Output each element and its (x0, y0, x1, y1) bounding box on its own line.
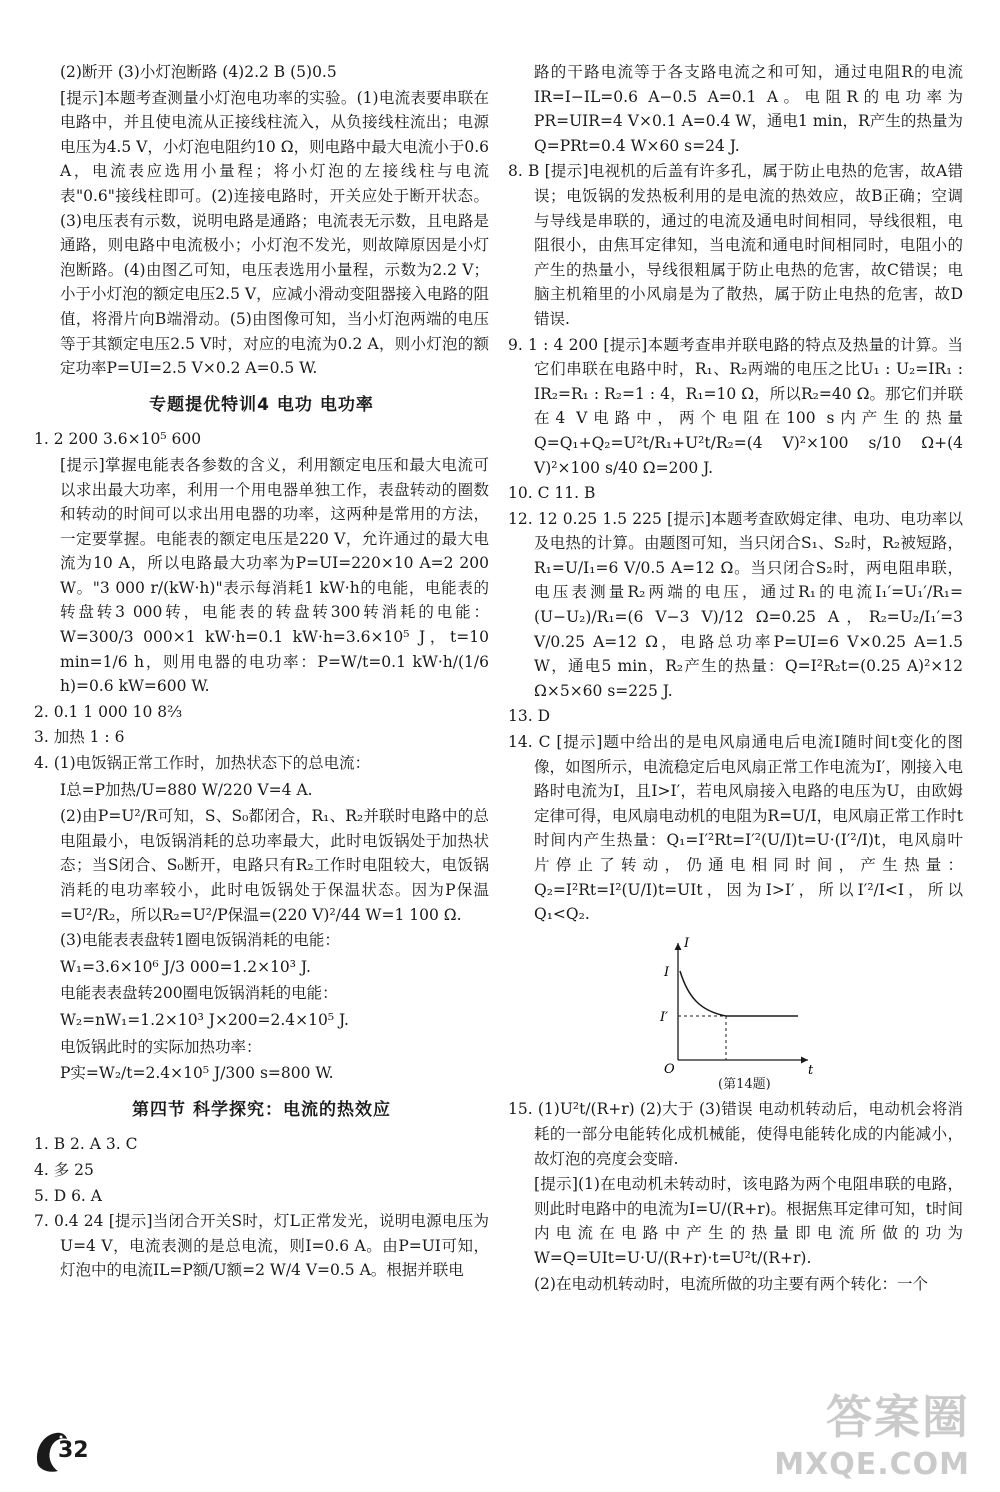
equation: W₁=3.6×10⁶ J/3 000=1.2×10³ J. (60, 957, 311, 976)
answer-item: 15. (1)U²t/(R+r) (2)大于 (3)错误 电动机转动后，电动机会将消耗的一部分电能转化成机械能，使得电能转化成的内能减小，故灯泡的亮度会变暗. (508, 1100, 963, 1168)
answer-item: 1. 2 200 3.6×10⁵ 600 (34, 430, 202, 449)
answer-item: 13. D (508, 707, 551, 726)
x-axis-label: t (808, 1062, 814, 1075)
figure-caption: (第14题) (718, 1076, 771, 1092)
answer-item: 10. C 11. B (508, 484, 596, 503)
text-paragraph: 路的干路电流等于各支路电流之和可知，通过电阻R的电流IR=I−IL=0.6 A−0.5 A=0.1 A。电阻R的电功率为PR=UIR=4 V×0.1 A=0.4 W，通电1 min，R产生的热量为Q=PRt=0.4 W×60 s=24 J. (534, 63, 963, 155)
answer-item: 7. 0.4 24 [提示]当闭合开关S时，灯L正常发光，说明电源电压为U=4 V，电流表测的是总电流，则I=0.6 A。由P=UI可知，灯泡中的电流IL=P额/U额=2 W/4 V=0.5 A。根据并联电 (34, 1212, 489, 1280)
watermark-line2: MXQE.COM (774, 1447, 970, 1482)
section-heading: 第四节 科学探究：电流的热效应 (132, 1099, 391, 1120)
i-label: I (664, 964, 670, 980)
text-line: 电能表表盘转200圈电饭锅消耗的电能： (60, 984, 338, 1003)
origin-label: O (664, 1061, 675, 1075)
page-number: 32 (58, 1438, 89, 1463)
text-line: (2)在电动机转动时，电流所做的功主要有两个转化：一个 (534, 1274, 928, 1293)
equation: P实=W₂/t=2.4×10⁵ J/300 s=800 W. (60, 1064, 334, 1083)
answer-item: 8. B [提示]电视机的后盖有许多孔，属于防止电热的危害，故A错误；电饭锅的发热板利用的是电流的热效应，故B正确；空调与导线是串联的，通过的电流及通电时间相同，导线很粗，电阻很小，由焦耳定律知，当电流和通电时间相同时，电阻小的产生的热量小，导线很粗属于防止电热的危害，故C错误；电脑主机箱里的小风扇是为了散热，属于防止电热的危害，故D错误. (508, 162, 963, 328)
y-axis-label: I (684, 935, 690, 951)
text-paragraph: [提示]本题考查测量小灯泡电功率的实验。(1)电流表要串联在电路中，并且使电流从正接线柱流入，从负接线柱流出；电源电压为4.5 V，小灯泡电阻约10 Ω，则电路中最大电流小于0.6 A，电流表应选用小量程；将小灯泡的左接线柱与电流表"0.6"接线柱即可。(2)连接电路时，开关应处于断开状态。(3)电压表有示数，说明电路是通路；电流表无示数，且电路是通路，则电路中电流极小；小灯泡不发光，则故障原因是小灯泡断路。(4)由图乙可知，电压表选用小量程，示数为2.2 V；小于小灯泡的额定电压2.5 V，应减小滑动变阻器接入电路的阻值，将滑片向B端滑动。(5)由图像可知，当小灯泡两端的电压等于其额定电压2.5 V时，对应的电流为0.2 A，则小灯泡的额定功率P=UI=2.5 V×0.2 A=0.5 W. (60, 88, 489, 378)
text-line: (3)电能表表盘转1圈电饭锅消耗的电能： (60, 931, 340, 950)
answer-item: 3. 加热 1 : 6 (34, 728, 125, 747)
watermark-line1: 答案圈 (826, 1390, 970, 1444)
answer-item: 1. B 2. A 3. C (34, 1135, 138, 1154)
hint-paragraph: [提示]掌握电能表各参数的含义，利用额定电压和最大电流可以求出最大功率，利用一个用电器单独工作，表盘转动的圈数和转动的时间可以求出用电器的功率，这两种是常用的方法，一定要掌握。电能表的额定电压是220 V，允许通过的最大电流为10 A，所以电路最大功率为P=UI=220×10 A=2 200 W。"3 000 r/(kW·h)"表示每消耗1 kW·h的电能，电能表的转盘转3 000转，电能表的转盘转300转消耗的电能：W=300/3 000×1 kW·h=0.1 kW·h=3.6×10⁵ J，t=10 min=1/6 h，则用电器的电功率：P=W/t=0.1 kW·h/(1/6 h)=0.6 kW=600 W. (60, 455, 489, 696)
text-paragraph: (2)由P=U²/R可知，S、S₀都闭合，R₁、R₂并联时电路中的总电阻最小，电饭锅消耗的总功率最大，此时电饭锅处于加热状态；当S闭合、S₀断开，电路只有R₂工作时电阻较大，电饭锅消耗的电功率较小，此时电饭锅处于保温状态。因为P保温=U²/R₂，所以R₂=U²/P保温=(220 V)²/44 W=1 100 Ω. (60, 807, 489, 924)
x-axis-arrow (801, 1056, 808, 1063)
current-curve (680, 971, 798, 1016)
answer-item: 9. 1 : 4 200 [提示]本题考查串并联电路的特点及热量的计算。当它们串联在电路中时，R₁、R₂两端的电压之比U₁ : U₂=IR₁ : IR₂=R₁ : R₂=1 : 4，R₁=10 Ω，所以R₂=40 Ω。那它们并联在4 V电路中，两个电阻在100 s内产生的热量Q=Q₁+Q₂=U²t/R₁+U²t/R₂=(4 V)²×100 s/10 Ω+(4 V)²×100 s/40 Ω=200 J. (508, 335, 963, 477)
answer-item: 4. 多 25 (34, 1160, 94, 1179)
watermark (774, 1381, 970, 1482)
equation: I总=P加热/U=880 W/220 V=4 A. (60, 780, 313, 799)
current-time-graph (658, 935, 818, 1075)
y-axis-arrow (675, 943, 682, 950)
text-line: (2)断开 (3)小灯泡断路 (4)2.2 B (5)0.5 (60, 63, 337, 81)
i-prime-label: I′ (660, 1009, 669, 1025)
hint-paragraph: [提示](1)在电动机未转动时，该电路为两个电阻串联的电路，则此时电路中的电流为I=U/(R+r)。根据焦耳定律可知，t时间内电流在电路中产生的热量即电流所做的功为W=Q=UIt=U·U/(R+r)·t=U²t/(R+r). (534, 1175, 963, 1267)
text-line: 电饭锅此时的实际加热功率： (60, 1037, 262, 1056)
section-heading: 专题提优特训4 电功 电功率 (149, 394, 374, 415)
answer-item: 4. (1)电饭锅正常工作时，加热状态下的总电流： (34, 754, 371, 773)
left-column (34, 60, 489, 1284)
equation: W₂=nW₁=1.2×10³ J×200=2.4×10⁵ J. (60, 1010, 349, 1029)
answer-item: 5. D 6. A (34, 1186, 102, 1205)
answer-item: 14. C [提示]题中给出的是电风扇通电后电流I随时间t变化的图像，如图所示，电流稳定后电风扇正常工作电流为I′，刚接入电路时电流为I，且I>I′，若电风扇接入电路的电压为U，由欧姆定律可得，电风扇电动机的电阻为R=U/I，电风扇正常工作时t时间内产生热量：Q₁=I′²Rt=I′²(U/I)t=U·(I′²/I)t，电风扇叶片停止了转动，仍通电相同时间，产生热量：Q₂=I²Rt=I²(U/I)t=UIt，因为I>I′，所以I′²/I<I，所以Q₁<Q₂. (508, 733, 963, 924)
answer-item: 2. 0.1 1 000 10 8⅔ (34, 702, 183, 721)
right-column (508, 60, 963, 1297)
answer-item: 12. 12 0.25 1.5 225 [提示]本题考查欧姆定律、电功、电功率以及电热的计算。由题图可知，当只闭合S₁、S₂时，R₂被短路，R₁=U/I₁=6 V/0.5 A=12 Ω。当只闭合S₂时，两电阻串联，电压表测量R₂两端的电压，通过R₁的电流I₁′=U₁′/R₁=(U−U₂)/R₁=(6 V−3 V)/12 Ω=0.25 A，R₂=U₂/I₁′=3 V/0.25 A=12 Ω，电路总功率P=UI=6 V×0.25 A=1.5 W，通电5 min，R₂产生的热量：Q=I²R₂t=(0.25 A)²×12 Ω×5×60 s=225 J. (508, 509, 963, 700)
